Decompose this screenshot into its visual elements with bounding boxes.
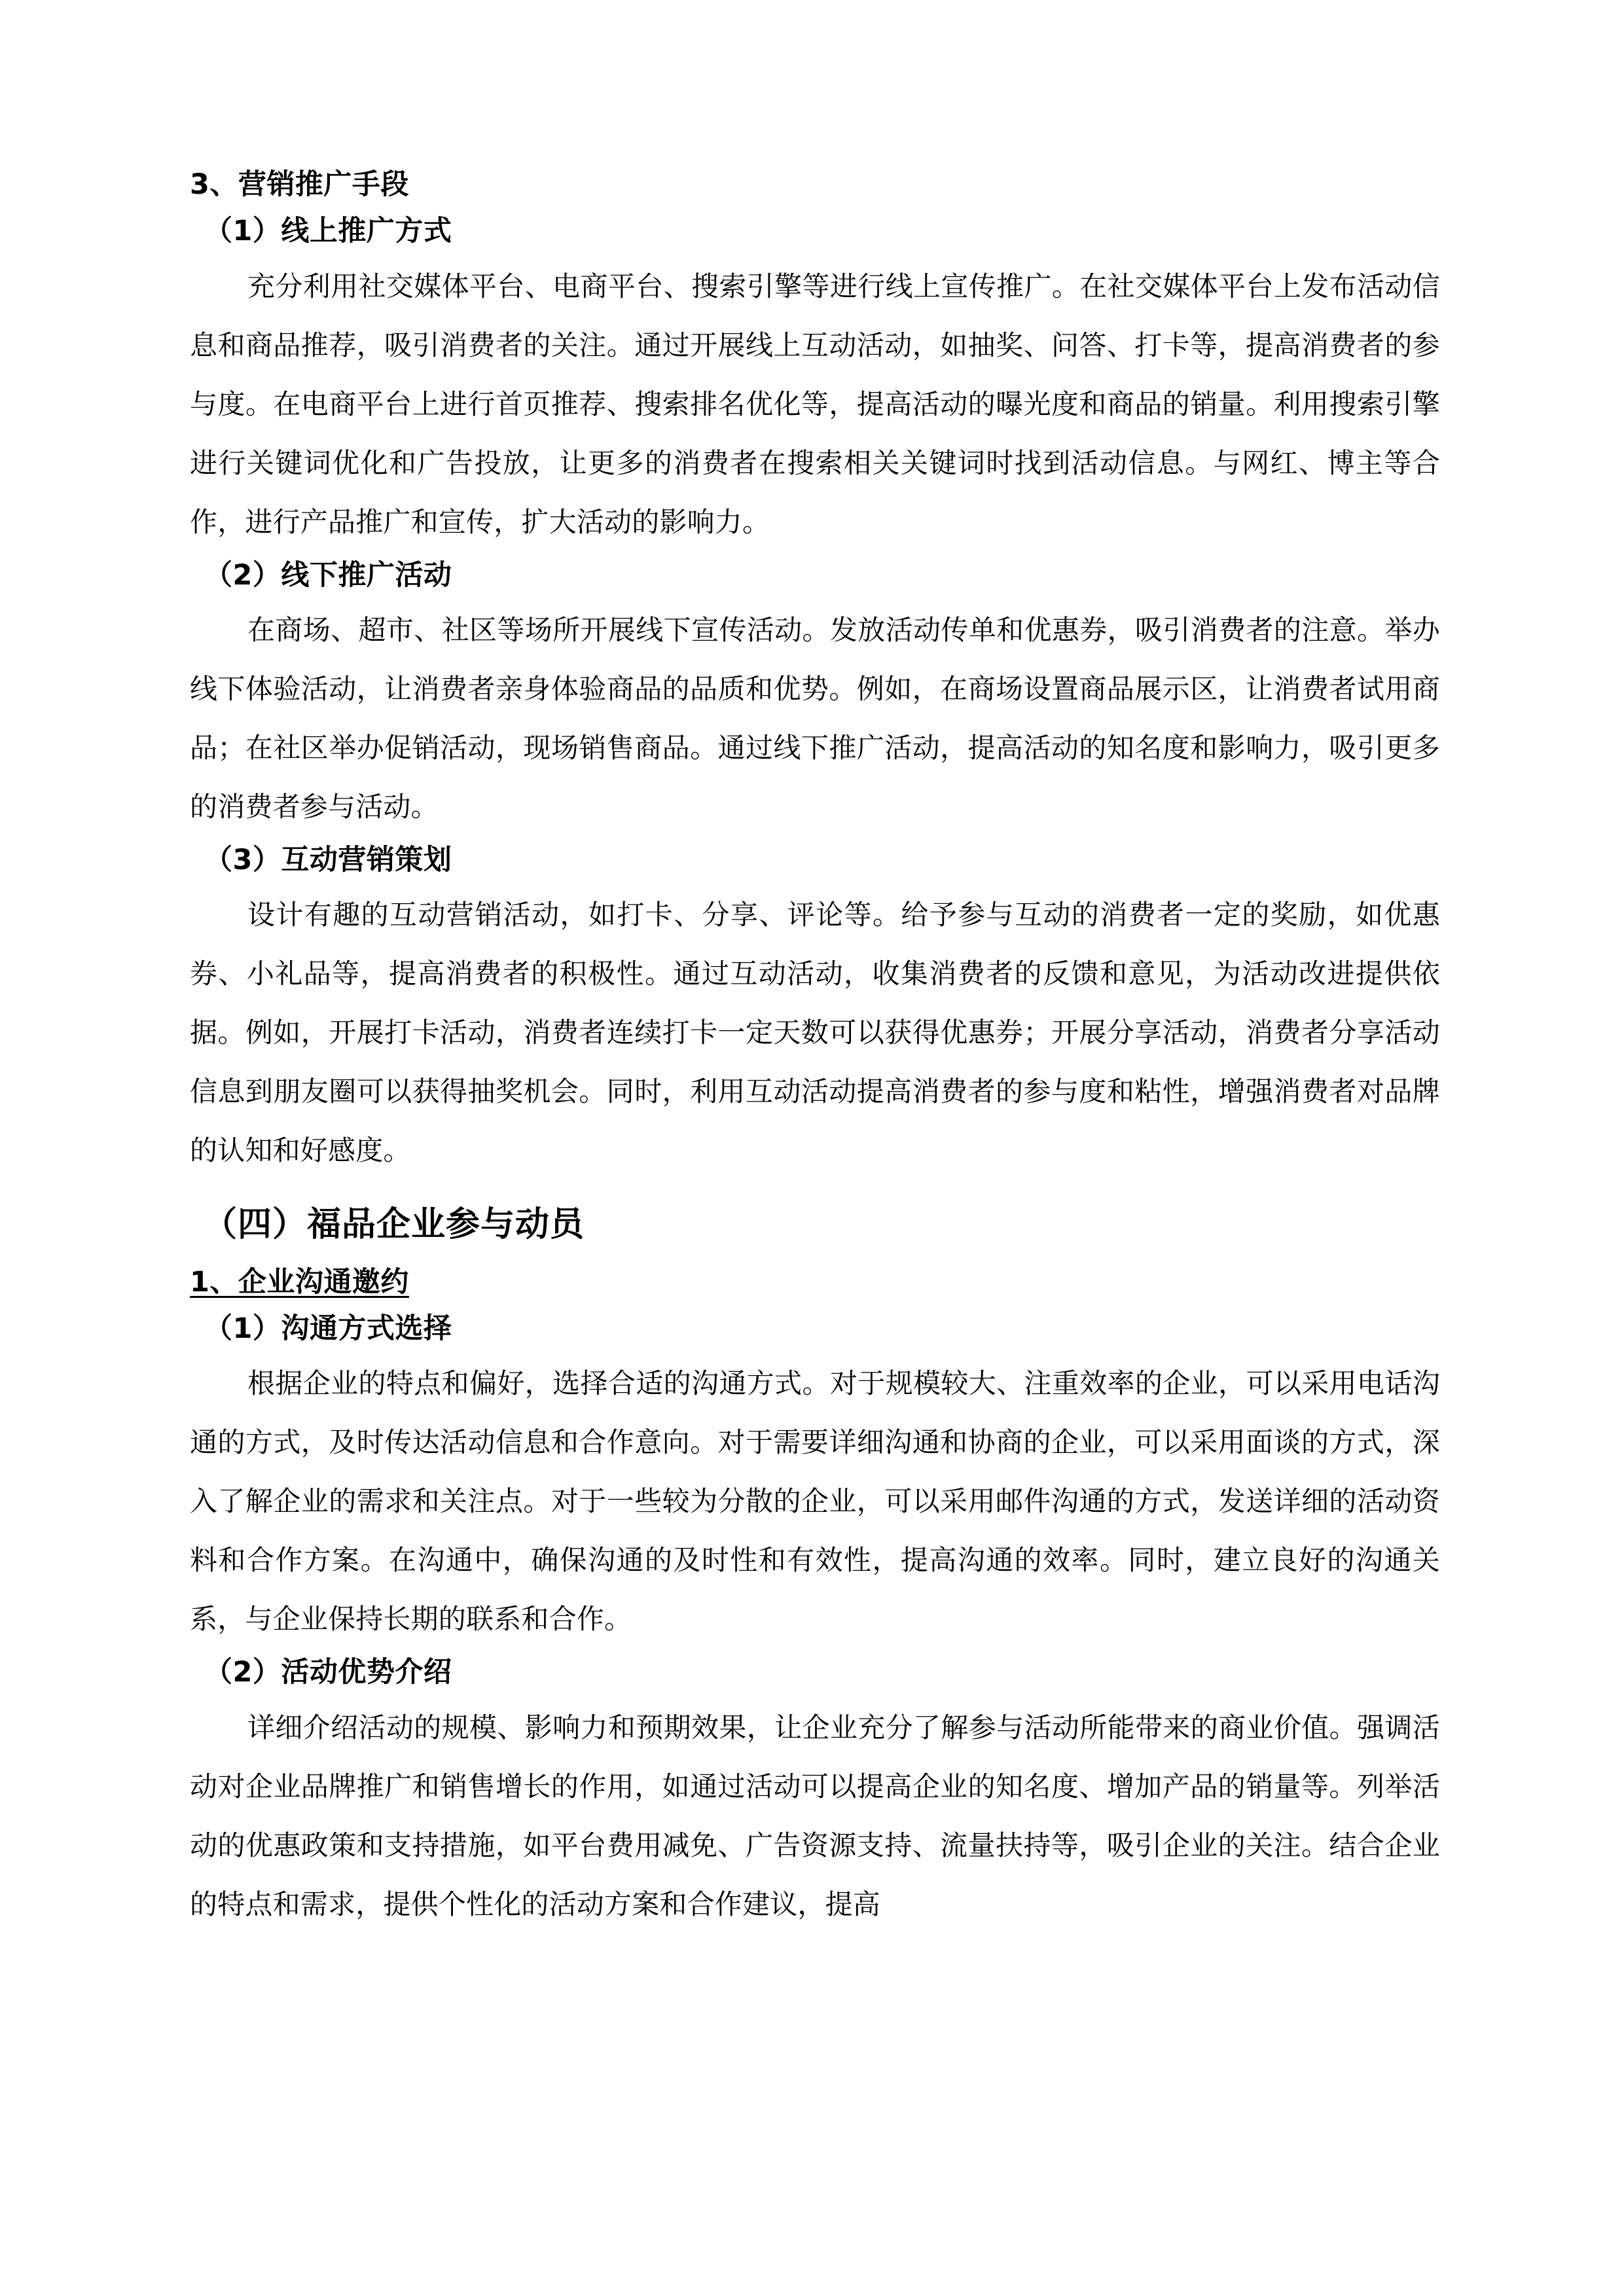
heading-offline-promotion: （2）线下推广活动 (204, 558, 452, 592)
paragraph-activity-advantage: 详细介绍活动的规模、影响力和预期效果，让企业充分了解参与活动所能带来的商业价值。强调活动对企业品牌推广和销售增长的作用，如通过活动可以提高企业的知名度、增加产品的销量等。列举活动的优惠政策和支持措施，如平台费用减免、广告资源支持、流量扶持等，吸引企业的关注。结合企业的特点和需求，提供个性化的活动方案和合作建议，提高 (190, 1711, 1440, 1920)
paragraph-online-promotion: 充分利用社交媒体平台、电商平台、搜索引擎等进行线上宣传推广。在社交媒体平台上发布活动信息和商品推荐，吸引消费者的关注。通过开展线上互动活动，如抽奖、问答、打卡等，提高消费者的参与度。在电商平台上进行首页推荐、搜索排名优化等，提高活动的曝光度和商品的销量。利用搜索引擎进行关键词优化和广告投放，让更多的消费者在搜索相关关键词时找到活动信息。与网红、博主等合作，进行产品推广和宣传，扩大活动的影响力。 (190, 270, 1440, 538)
paragraph-communication-method: 根据企业的特点和偏好，选择合适的沟通方式。对于规模较大、注重效率的企业，可以采用电话沟通的方式，及时传达活动信息和合作意向。对于需要详细沟通和协商的企业，可以采用面谈的方式，深入了解企业的需求和关注点。对于一些较为分散的企业，可以采用邮件沟通的方式，发送详细的活动资料和合作方案。在沟通中，确保沟通的及时性和有效性，提高沟通的效率。同时，建立良好的沟通关系，与企业保持长期的联系和合作。 (190, 1367, 1440, 1636)
heading-enterprise-communication: 1、企业沟通邀约 (190, 1265, 409, 1299)
heading-communication-method: （1）沟通方式选择 (204, 1312, 452, 1345)
heading-marketing-channels: 3、营销推广手段 (190, 168, 409, 201)
paragraph-interactive-marketing: 设计有趣的互动营销活动，如打卡、分享、评论等。给予参与互动的消费者一定的奖励，如优惠券、小礼品等，提高消费者的积极性。通过互动活动，收集消费者的反馈和意见，为活动改进提供依据。例如，开展打卡活动，消费者连续打卡一定天数可以获得优惠券；开展分享活动，消费者分享活动信息到朋友圈可以获得抽奖机会。同时，利用互动活动提高消费者的参与度和粘性，增强消费者对品牌的认知和好感度。 (190, 899, 1440, 1167)
heading-activity-advantage: （2）活动优势介绍 (204, 1656, 452, 1689)
heading-online-promotion: （1）线上推广方式 (204, 215, 452, 248)
heading-interactive-marketing: （3）互动营销策划 (204, 844, 452, 877)
heading-enterprise-mobilization: （四）福品企业参与动员 (203, 1204, 585, 1245)
document-body (190, 164, 1440, 1934)
paragraph-offline-promotion: 在商场、超市、社区等场所开展线下宣传活动。发放活动传单和优惠券，吸引消费者的注意。举办线下体验活动，让消费者亲身体验商品的品质和优势。例如，在商场设置商品展示区，让消费者试用商品；在社区举办促销活动，现场销售商品。通过线下推广活动，提高活动的知名度和影响力，吸引更多的消费者参与活动。 (190, 614, 1440, 823)
